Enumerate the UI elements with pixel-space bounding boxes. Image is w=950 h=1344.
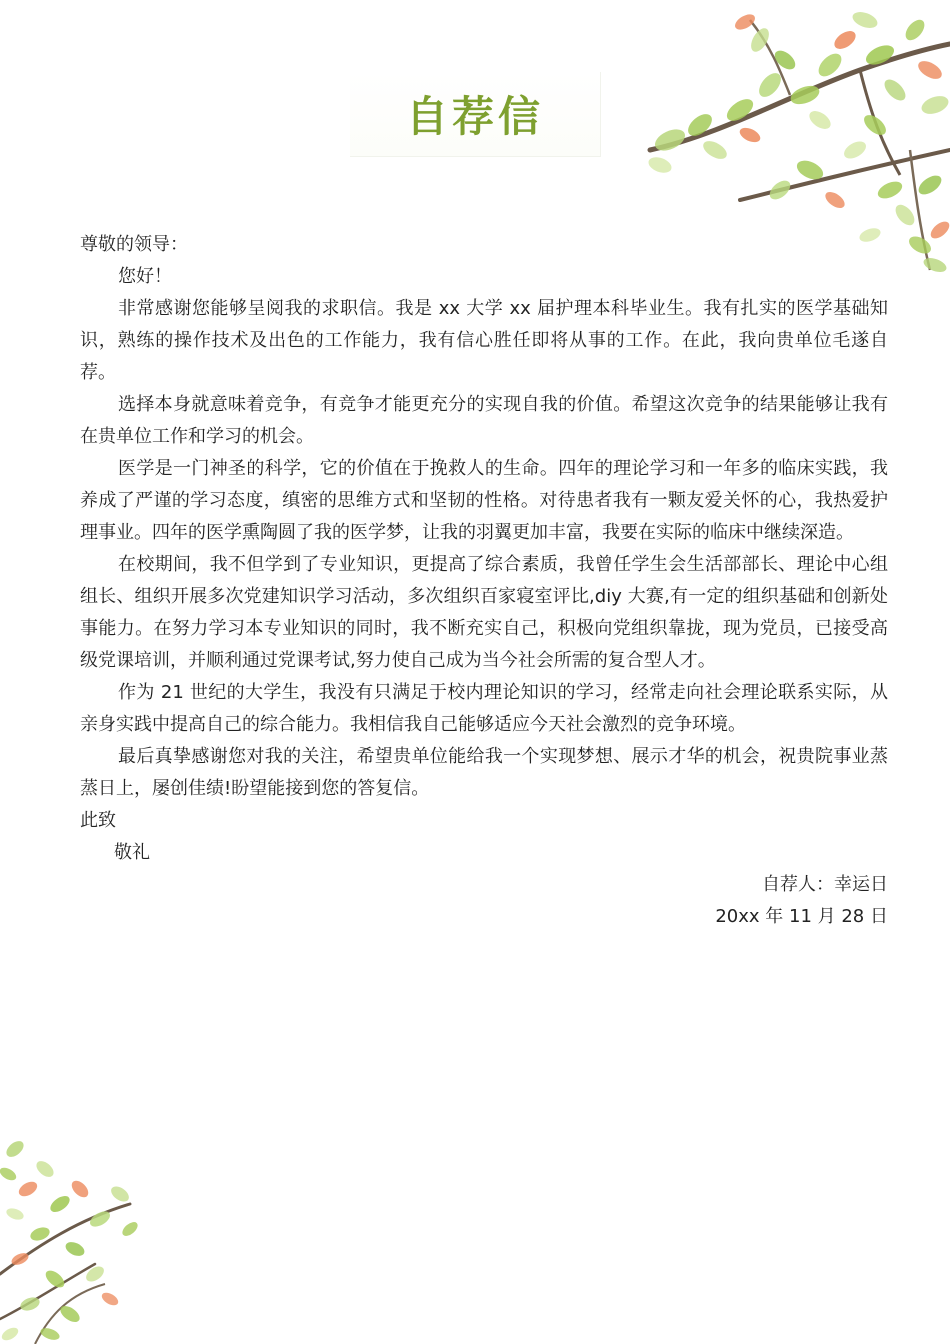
signature-date: 20xx 年 11 月 28 日	[715, 906, 888, 927]
leafy-branch-bottom-left	[0, 1134, 150, 1344]
leaf-cluster-icon	[0, 1138, 140, 1343]
greeting: 您好！	[118, 266, 172, 287]
paragraph: 作为 21 世纪的大学生，我没有只满足于校内理论知识的学习，经常走向社会理论联系实际，从亲身实践中提高自己的综合能力。我相信我自己能够适应今天社会激烈的竞争环境。	[80, 682, 888, 735]
paragraph: 最后真挚感谢您对我的关注，希望贵单位能给我一个实现梦想、展示才华的机会，祝贵院事业蒸蒸日上，屡创佳绩!盼望能接到您的答复信。	[80, 746, 888, 799]
letter-body	[80, 229, 888, 933]
signer: 自荐人：幸运日	[762, 874, 888, 895]
branch-icon	[0, 1204, 130, 1344]
closing-line-2: 敬礼	[114, 842, 150, 863]
paragraph: 医学是一门神圣的科学，它的价值在于挽救人的生命。四年的理论学习和一年多的临床实践，我养成了严谨的学习态度，缜密的思维方式和坚韧的性格。对待患者我有一颗友爱关怀的心，我热爱护理事业。四年的医学熏陶圆了我的医学梦，让我的羽翼更加丰富，我要在实际的临床中继续深造。	[80, 458, 888, 543]
paragraph: 在校期间，我不但学到了专业知识，更提高了综合素质，我曾任学生会生活部部长、理论中心组组长、组织开展多次党建知识学习活动，多次组织百家寝室评比,diy 大赛,有一定的组织基础和创新处事能力。在努力学习本专业知识的同时，我不断充实自己，积极向党组织靠拢，现为党员，已接受高级党课培训，并顺利通过党课考试,努力使自己成为当今社会所需的复合型人才。	[80, 554, 888, 671]
closing-line-1: 此致	[80, 810, 116, 831]
document-title: 自荐信	[405, 92, 544, 141]
title-box	[350, 72, 601, 157]
paragraph: 非常感谢您能够呈阅我的求职信。我是 xx 大学 xx 届护理本科毕业生。我有扎实的医学基础知识，熟练的操作技术及出色的工作能力，我有信心胜任即将从事的工作。在此，我向贵单位毛遂自荐。	[80, 298, 888, 383]
paragraph: 选择本身就意味着竞争，有竞争才能更充分的实现自我的价值。希望这次竞争的结果能够让我有在贵单位工作和学习的机会。	[80, 394, 888, 447]
salutation: 尊敬的领导：	[80, 234, 188, 255]
